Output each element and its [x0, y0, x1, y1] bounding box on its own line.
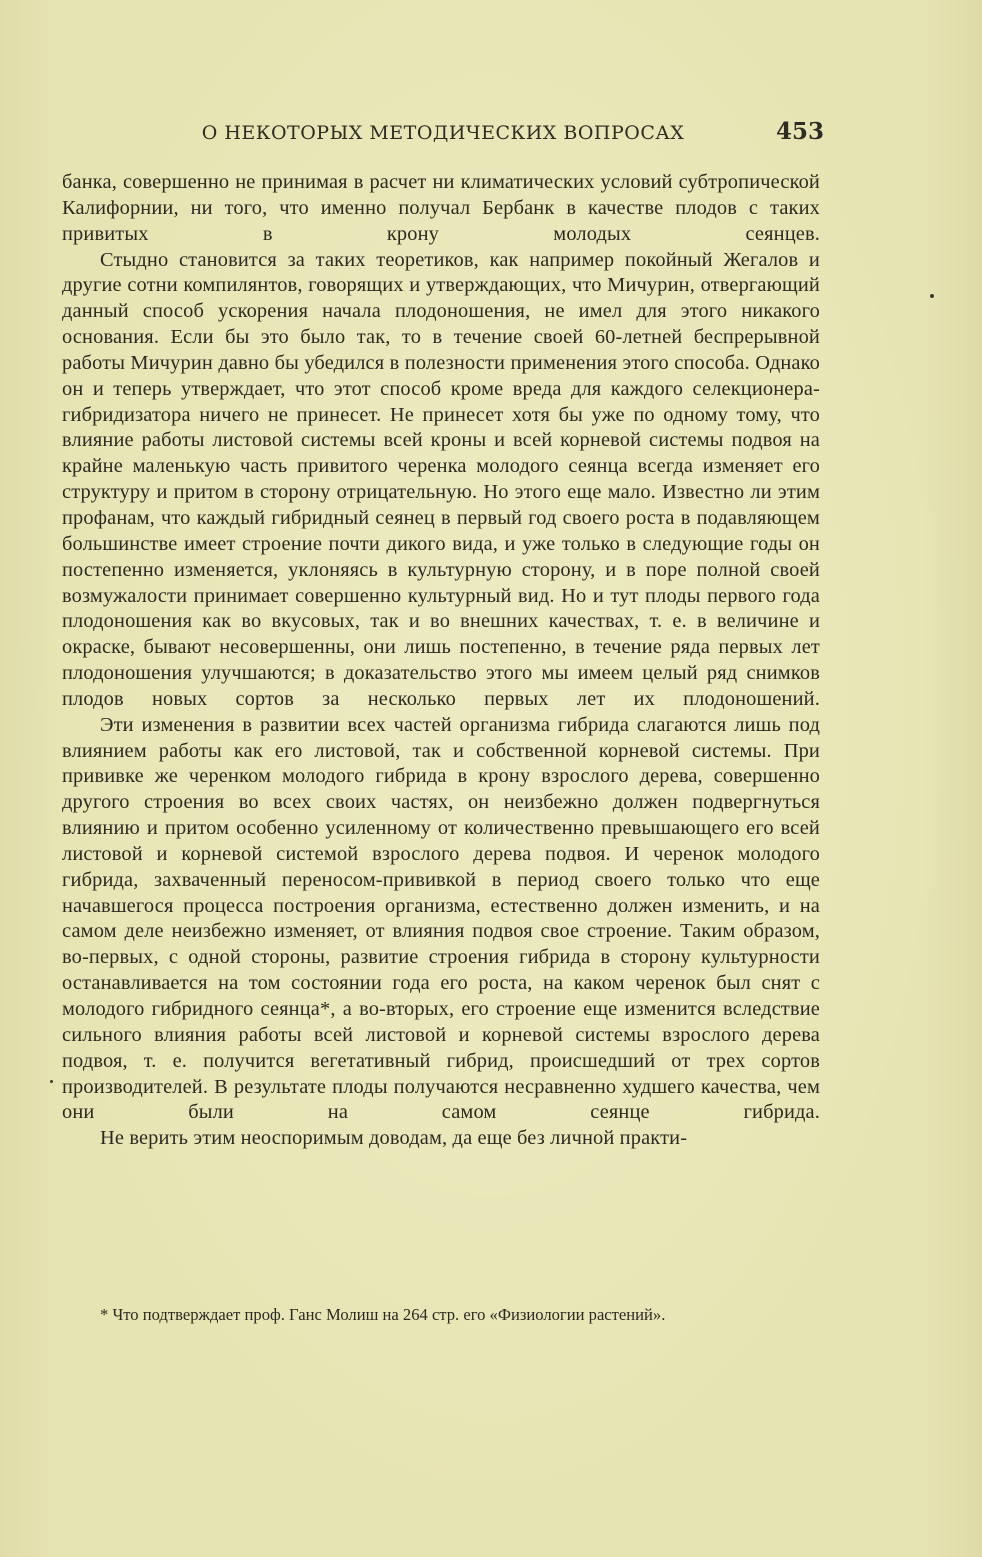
page-number: 453	[775, 118, 824, 145]
paragraph: банка, совершенно не принимая в расчет ни климатических условий субтропической Калифорнии, ни того, что именно получал Бербанк в качестве плодов с таких привитых в крону молодых сеянцев.	[62, 171, 820, 245]
page-header	[62, 118, 824, 152]
running-title: О НЕКОТОРЫХ МЕТОДИЧЕСКИХ ВОПРОСАХ	[201, 122, 685, 144]
paper-speck	[930, 294, 934, 298]
body-text	[62, 170, 820, 1152]
footnote: * Что подтверждает проф. Ганс Молиш на 264 стр. его «Физиологии растений».	[100, 1305, 666, 1324]
paragraph: Эти изменения в развитии всех частей организма гибрида слагаются лишь под влиянием работы как его листовой, так и собственной корневой системы. При прививке же черенком молодого гибрида в крону взрослого дерева, совершенно другого строения во всех своих частях, он неизбежно должен подвергнуться влиянию и притом особенно усиленному от количественно превышающего его всей листовой и корневой системой взрослого дерева подвоя. И черенок молодого гибрида, захваченный переносом-прививкой в период своего только что еще начавшегося процесса построения организма, естественно должен изменить, и на самом деле неизбежно изменяет, от влияния подвоя свое строение. Таким образом, во-первых, с одной стороны, развитие строения гибрида в сторону культурности останавливается на том состоянии года его роста, на каком черенок был снят с молодого гибридного сеянца*, а во-вторых, его строение еще изменится вследствие сильного влияния работы всей листовой и корневой системы взрослого дерева подвоя, т. е. получится вегетативный гибрид, происшедший от трех сортов производителей. В результате плоды получаются несравненно худшего качества, чем они были на самом сеянце гибрида.	[62, 713, 820, 1124]
paper-speck	[50, 1080, 53, 1083]
paragraph: Стыдно становится за таких теоретиков, как например покойный Жегалов и другие сотни компилянтов, говорящих и утверждающих, что Мичурин, отвергающий данный способ ускорения начала плодоношения, не имел для этого никакого основания. Если бы это было так, то в течение своей 60-летней беспрерывной работы Мичурин давно бы убедился в полезности применения этого способа. Однако он и теперь утверждает, что этот способ кроме вреда для каждого селекционера-гибридизатора ничего не принесет. Не принесет хотя бы уже по одному тому, что влияние работы листовой системы всей кроны и всей корневой системы подвоя на крайне маленькую часть привитого черенка молодого сеянца всегда изменяет его структуру и притом в сторону отрицательную. Но этого еще мало. Известно ли этим профанам, что каждый гибридный сеянец в первый год своего роста в подавляющем большинстве имеет строение почти дикого вида, и уже только в следующие годы он постепенно изменяется, уклоняясь в культурную сторону, и в поре полной своей возмужалости принимает совершенно культурный вид. Но и тут плоды первого года плодоношения как во вкусовых, так и во внешних качествах, т. е. в величине и окраске, бывают несовершенны, они лишь постепенно, в течение ряда первых лет плодоношения улучшаются; в доказательство этого мы имеем целый ряд снимков плодов новых сортов за несколько первых лет их плодоношений.	[62, 248, 820, 710]
paragraph: Не верить этим неоспоримым доводам, да еще без личной практи-	[100, 1127, 688, 1150]
